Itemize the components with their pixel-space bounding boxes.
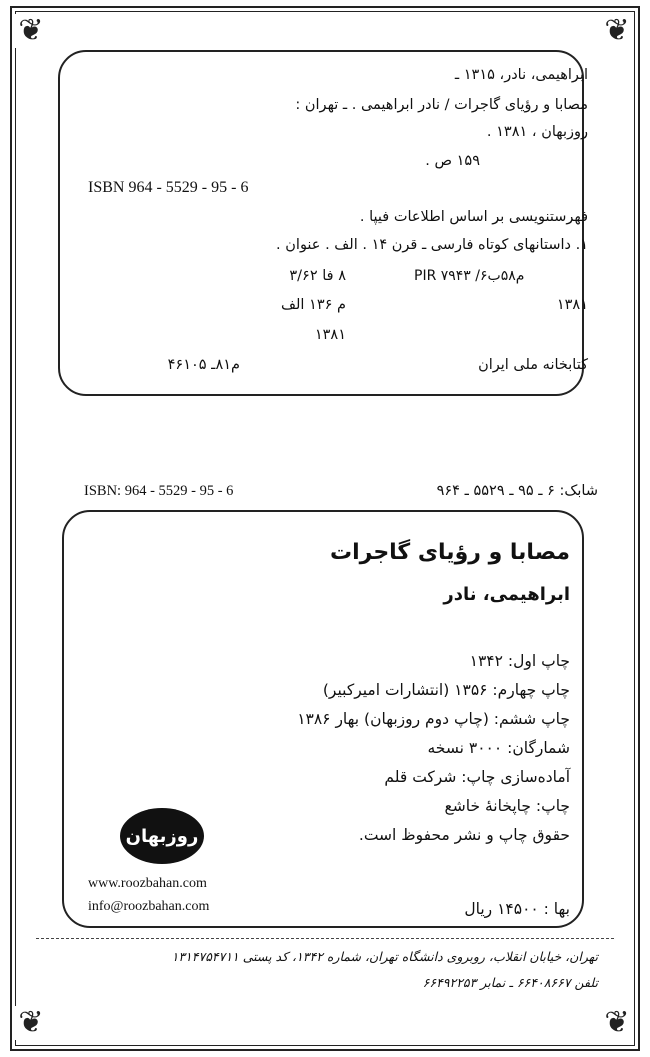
cip-record-number: م۸۱ـ ۴۶۱۰۵: [167, 357, 240, 373]
cip-cutter-number: م ۱۳۶ الف: [280, 297, 346, 313]
footer-rule-top: [36, 938, 614, 939]
publisher-email[interactable]: info@roozbahan.com: [88, 899, 210, 914]
cip-year-second: ۱۳۸۱: [314, 327, 346, 343]
cip-dewey-classification: ۸ فا ۳/۶۲: [289, 268, 346, 284]
printer-credit: چاپ: چاپخانهٔ خاشع: [444, 797, 570, 815]
cip-author-line: ابراهیمی، نادر، ۱۳۱۵ ـ: [454, 67, 588, 83]
book-author: ابراهیمی، نادر: [443, 584, 570, 605]
cip-pages-line: ۱۵۹ ص .: [425, 153, 480, 169]
book-price: بها : ۱۴۵۰۰ ریال: [464, 900, 570, 918]
cip-year: ۱۳۸۱: [556, 297, 588, 313]
book-title: مصابا و رؤیای گاجرات: [329, 540, 570, 565]
publisher-logo-text: روزبهان: [125, 825, 199, 847]
corner-ornament-bottom-right: ❦: [600, 1006, 634, 1040]
corner-ornament-bottom-left: ❦: [14, 1006, 48, 1040]
publisher-website[interactable]: www.roozbahan.com: [88, 876, 207, 891]
corner-ornament-top-right: ❦: [600, 14, 634, 48]
cip-library-name: کتابخانه ملی ایران: [478, 357, 588, 373]
cip-isbn: ISBN 964 - 5529 - 95 - 6: [88, 179, 249, 196]
isbn-latin: ISBN: 964 - 5529 - 95 - 6: [84, 483, 234, 499]
publisher-logo: [120, 808, 204, 864]
cip-lc-classification: PIR ۷۹۴۳ /۶م۵۸ب: [414, 268, 525, 284]
corner-ornament-top-left: ❦: [14, 14, 48, 48]
publisher-phone: تلفن ۶۶۴۰۸۶۶۷ ـ نمابر ۶۶۴۹۲۲۵۳: [422, 975, 598, 990]
cip-title-line: مصابا و رؤیای گاجرات / نادر ابراهیمی . ـ تهران :: [295, 97, 588, 113]
rights-notice: حقوق چاپ و نشر محفوظ است.: [358, 826, 570, 844]
edition-first: چاپ اول: ۱۳۴۲: [469, 652, 570, 670]
edition-sixth: چاپ ششم: (چاپ دوم روزبهان) بهار ۱۳۸۶: [297, 710, 570, 728]
cip-publisher-line: روزبهان ، ۱۳۸۱ .: [486, 124, 588, 140]
isbn-persian: شابک: ۶ ـ ۹۵ ـ ۵۵۲۹ ـ ۹۶۴: [436, 483, 598, 499]
publisher-address: تهران، خیابان انقلاب، روبروی دانشگاه تهران، شماره ۱۳۴۲، کد پستی ۱۳۱۴۷۵۴۷۱۱: [171, 949, 598, 964]
cip-subject-line: ۱. داستانهای کوتاه فارسی ـ قرن ۱۴ . الف . عنوان .: [276, 237, 588, 253]
prepress-credit: آماده‌سازی چاپ: شرکت قلم: [384, 768, 570, 786]
cip-cataloging-note: فهرستنویسی بر اساس اطلاعات فیپا .: [359, 209, 588, 225]
edition-fourth: چاپ چهارم: ۱۳۵۶ (انتشارات امیرکبیر): [322, 681, 570, 699]
print-run: شمارگان: ۳۰۰۰ نسخه: [427, 739, 570, 757]
